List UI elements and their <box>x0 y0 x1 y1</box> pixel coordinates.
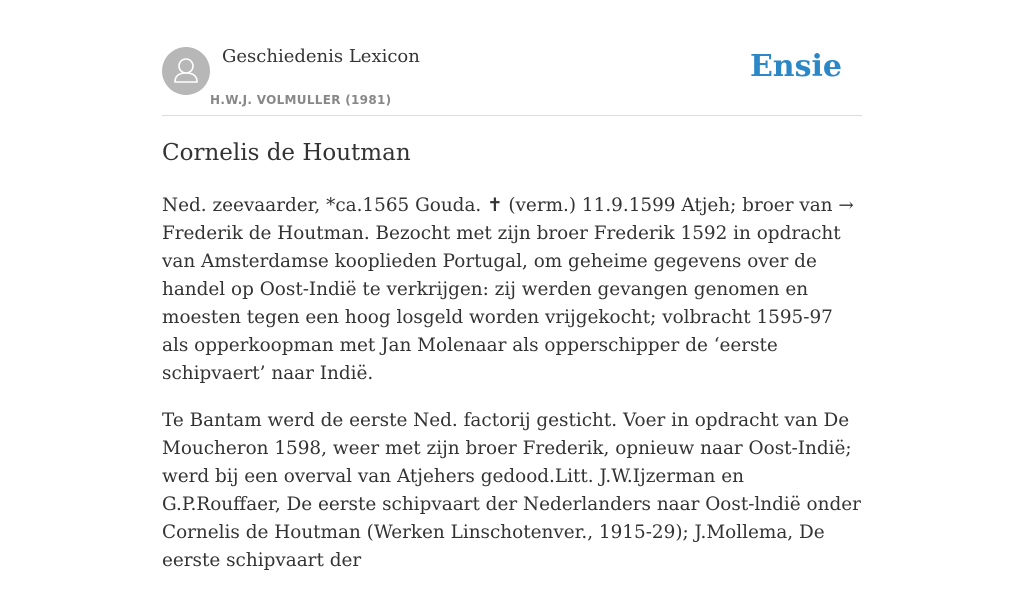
entry-content <box>162 192 862 594</box>
header-divider <box>162 115 862 116</box>
source-author[interactable]: H.W.J. VOLMULLER (1981) <box>210 93 392 107</box>
entry-title: Cornelis de Houtman <box>162 140 411 166</box>
source-title[interactable]: Geschiedenis Lexicon <box>222 46 420 67</box>
source-header <box>162 46 862 116</box>
user-icon <box>162 47 210 95</box>
entry-paragraph: Te Bantam werd de eerste Ned. factorij gesticht. Voer in opdracht van De Moucheron 1598, weer met zijn broer Frederik, opnieuw naar Oost-Indië; werd bij een overval van Atjehers gedood.Litt. J.W.Ijzerman en G.P.Rouffaer, De eerste schipvaart der Nederlanders naar Oost-lndië onder Cornelis de Houtman (Werken Linschotenver., 1915-29); J.Mollema, De eerste schipvaart der <box>162 410 861 571</box>
entry-paragraph: Ned. zeevaarder, *ca.1565 Gouda. ✝ (verm.) 11.9.1599 Atjeh; broer van → Frederik de Houtman. Bezocht met zijn broer Frederik 1592 in opdracht van Amsterdamse kooplieden Portugal, om geheime gegevens over de handel op Oost-Indië te verkrijgen: zij werden gevangen genomen en moesten tegen een hoog losgeld worden vrijgekocht; volbracht 1595-97 als opperkoopman met Jan Molenaar als opperschipper de ‘eerste schipvaert’ naar Indië. <box>162 195 854 384</box>
avatar[interactable] <box>162 47 210 95</box>
brand-logo[interactable]: Ensie <box>749 49 842 84</box>
